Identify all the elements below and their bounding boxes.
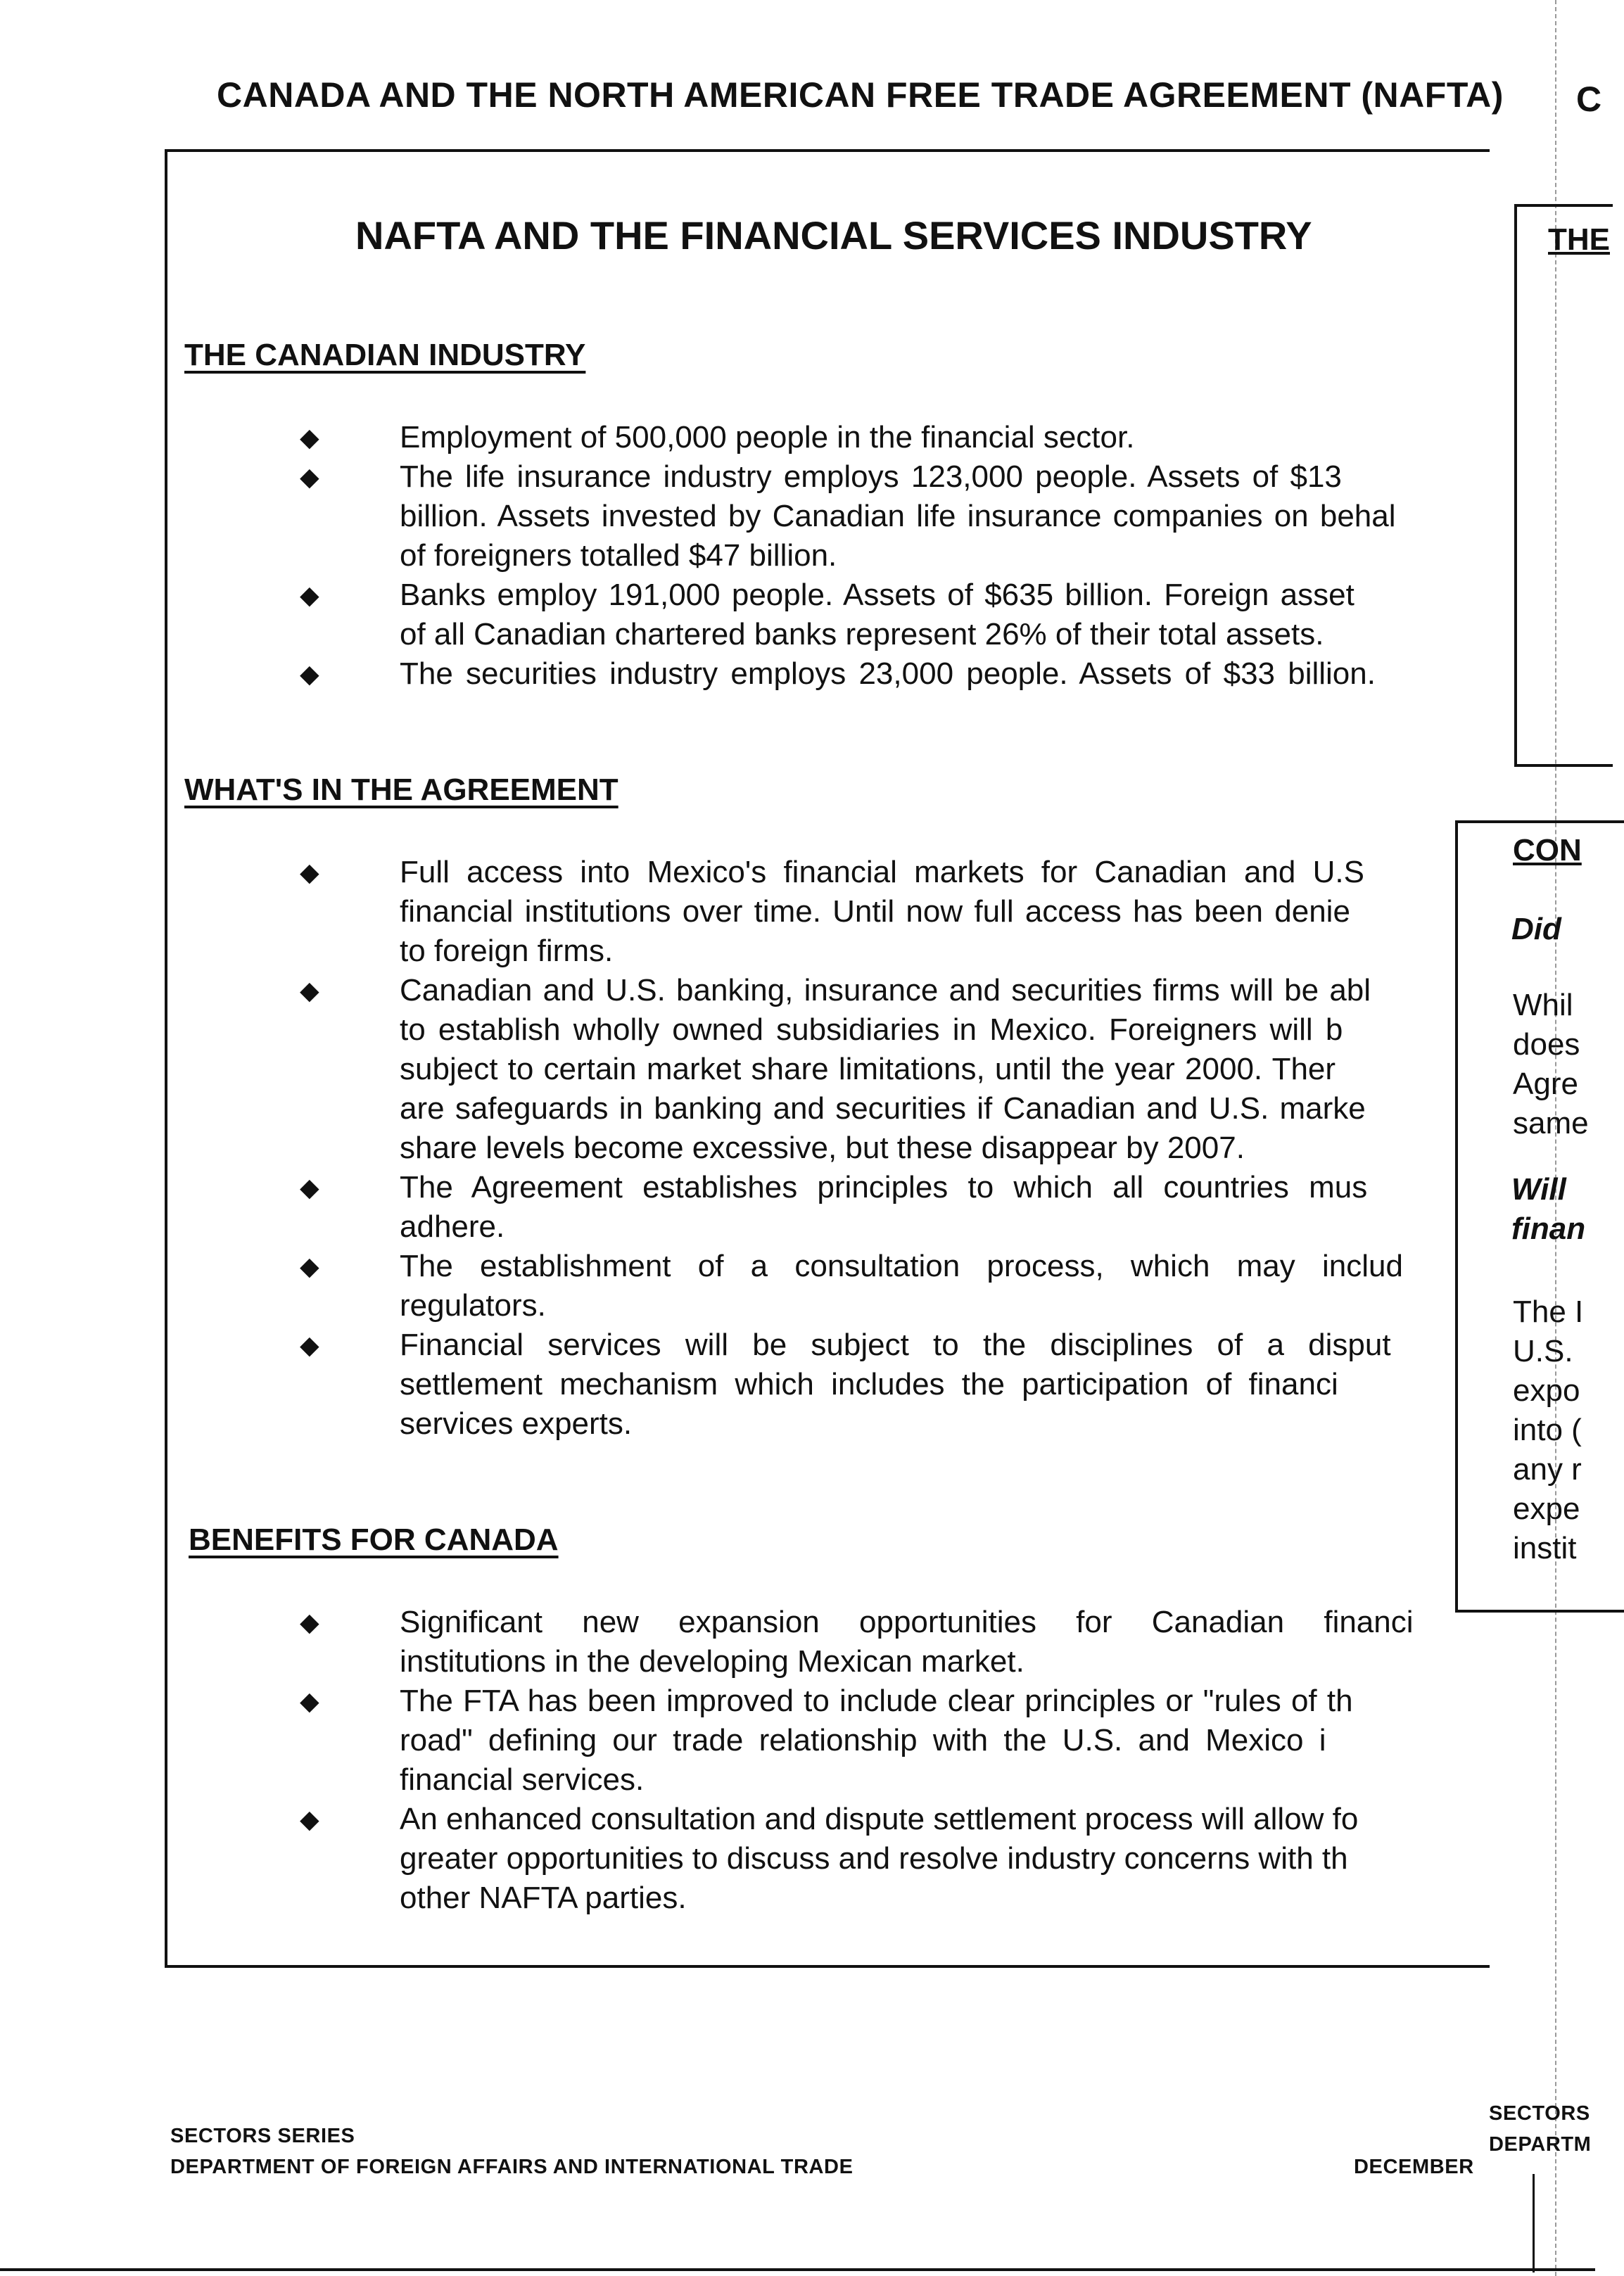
box-title: NAFTA AND THE FINANCIAL SERVICES INDUSTRY	[355, 213, 1312, 258]
section-heading-whats-in-agreement: WHAT'S IN THE AGREEMENT	[184, 773, 618, 807]
side-question: Did	[1511, 912, 1561, 946]
bullet-icon: ◆	[300, 1252, 319, 1280]
bullet-icon: ◆	[300, 1608, 319, 1636]
side-box-heading: THE	[1548, 222, 1610, 257]
bullet-icon: ◆	[300, 580, 319, 609]
bullet-icon: ◆	[300, 1686, 319, 1715]
side-answer-line: into (	[1513, 1413, 1582, 1447]
footer-right-series: SECTORS	[1489, 2102, 1590, 2125]
page-header-fragment: C	[1576, 80, 1602, 119]
section-heading-canadian-industry: THE CANADIAN INDUSTRY	[184, 338, 586, 372]
bullet-icon: ◆	[300, 1805, 319, 1833]
side-question: finan	[1511, 1212, 1586, 1246]
list-item: The securities industry employs 23,000 people. Assets of $33 billion.	[400, 656, 1376, 691]
side-answer-line: does	[1513, 1027, 1580, 1062]
bullet-icon: ◆	[300, 462, 319, 491]
bullet-icon: ◆	[300, 858, 319, 886]
side-answer-line: expe	[1513, 1492, 1580, 1526]
section-heading-benefits-for-canada: BENEFITS FOR CANADA	[189, 1522, 559, 1557]
list-item: Financial services will be subject to the disciplines of a disput settlement mechanism which includes the participation of financi services experts.	[400, 1328, 1391, 1441]
bullet-icon: ◆	[300, 423, 319, 452]
bullet-icon: ◆	[300, 659, 319, 688]
list-item: The FTA has been improved to include clear principles or "rules of th road" defining our trade relationship with the U.S. and Mexico i financial services.	[400, 1684, 1353, 1797]
side-question: Will	[1511, 1172, 1566, 1207]
side-answer-line: any r	[1513, 1452, 1582, 1487]
footer-series: SECTORS SERIES	[170, 2125, 355, 2147]
side-box-top	[1514, 204, 1613, 767]
list-item: Canadian and U.S. banking, insurance and securities firms will be abl to establish wholly owned subsidiaries in Mexico. Foreigners will b subject to certain market share limitations, until the year 2000. Ther are safeguards in banking and securities if Canadian and U.S. marke share levels become excessive, but these disappear by 2007.	[400, 973, 1371, 1165]
side-box-heading: CON	[1513, 833, 1582, 867]
page-header: CANADA AND THE NORTH AMERICAN FREE TRADE AGREEMENT (NAFTA)	[217, 75, 1504, 115]
footer-date: DECEMBER	[1354, 2156, 1474, 2178]
edge-line	[1533, 2174, 1535, 2272]
list-item: Significant new expansion opportunities for Canadian financi institutions in the developing Mexican market.	[400, 1605, 1414, 1679]
footer-right-department: DEPARTM	[1489, 2133, 1592, 2156]
bullet-icon: ◆	[300, 976, 319, 1005]
side-answer-line: Agre	[1513, 1067, 1578, 1101]
side-answer-line: expo	[1513, 1373, 1580, 1408]
list-item: Full access into Mexico's financial markets for Canadian and U.S financial institutions over time. Until now full access has been denie to foreign firms.	[400, 855, 1364, 968]
bottom-edge-line	[0, 2268, 1595, 2271]
list-item: Banks employ 191,000 people. Assets of $635 billion. Foreign asset of all Canadian chartered banks represent 26% of their total assets.	[400, 578, 1355, 651]
side-answer-line: The I	[1513, 1295, 1584, 1329]
bullet-icon: ◆	[300, 1330, 319, 1359]
side-answer-line: instit	[1513, 1531, 1577, 1565]
list-item: An enhanced consultation and dispute settlement process will allow fo greater opportunities to discuss and resolve industry concerns with th other NAFTA parties.	[400, 1802, 1359, 1915]
list-item: The Agreement establishes principles to which all countries mus adhere.	[400, 1170, 1368, 1244]
side-answer-line: U.S.	[1513, 1334, 1573, 1368]
side-answer-line: same	[1513, 1106, 1589, 1140]
list-item: The life insurance industry employs 123,000 people. Assets of $13 billion. Assets invested by Canadian life insurance companies on behal of foreigners totalled $47 billion.	[400, 459, 1396, 573]
footer-department: DEPARTMENT OF FOREIGN AFFAIRS AND INTERNATIONAL TRADE	[170, 2156, 854, 2178]
side-answer-line: Whil	[1513, 988, 1573, 1022]
bullet-icon: ◆	[300, 1173, 319, 1202]
list-item: Employment of 500,000 people in the financial sector.	[400, 420, 1135, 454]
list-item: The establishment of a consultation process, which may includ regulators.	[400, 1249, 1403, 1323]
